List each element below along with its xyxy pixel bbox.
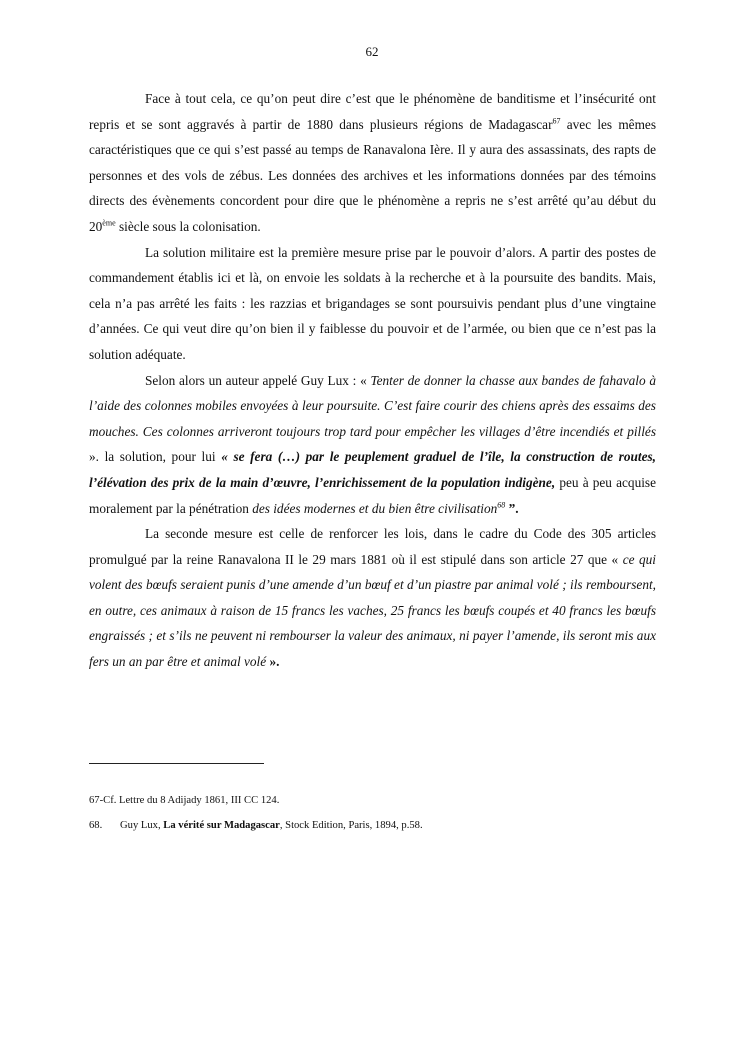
footnote-68	[89, 820, 656, 831]
p3-quote-italic-2: des idées modernes et du bien être civilisation	[252, 500, 498, 516]
p4-closing-quote: ».	[266, 654, 280, 670]
p3-quote-bold-italic: « se fera (…) par le peuplement graduel de l’île, la construction de routes, l’élévation des prix de la main d’œuvre, l’enrichissement de la population indigène,	[89, 449, 656, 490]
footnotes	[89, 795, 656, 845]
p3-text-2: ». la solution, pour lui	[89, 449, 222, 465]
page-number: 62	[365, 44, 379, 59]
footnote-68-author: Guy Lux,	[120, 820, 164, 831]
p3-closing-quote: ”.	[505, 500, 519, 516]
p4-text-1: La seconde mesure est celle de renforcer les lois, dans le cadre du Code des 305 articles promulgué par la reine Ranavalona II le 29 mars 1881 où il est stipulé dans son article 27 que «	[89, 526, 656, 567]
p1-text-2: avec les mêmes caractéristiques que ce qui s’est passé au temps de Ranavalona Ière. Il y aura des assassinats, des rapts de personnes et des vols de zébus. Les données des archives et les informations données par des témoins directs des évènements concordent pour dire que le phénomène a repris ne s’est arrêté qu’au début du 20	[89, 116, 656, 234]
p1-text-1: Face à tout cela, ce qu’on peut dire c’est que le phénomène de banditisme et l’insécurité ont repris et se sont aggravés à partir de 1880 dans plusieurs régions de Madagascar	[89, 91, 656, 132]
footnote-68-number: 68.	[89, 820, 103, 831]
p1-text-3: siècle sous la colonisation.	[115, 218, 261, 234]
superscript-eme: ème	[102, 218, 116, 228]
footnote-ref-68[interactable]: 68	[497, 500, 506, 510]
footnote-ref-67[interactable]: 67	[552, 116, 561, 126]
paragraph-4	[89, 521, 656, 675]
p4-quote-italic: ce qui volent des bœufs seraient punis d’une amende d’un bœuf et d’un piastre par animal volé ; ils remboursent, en outre, ces animaux à raison de 15 francs les vaches, 25 francs les bœufs coupés et 40 francs les bœufs engraissés ; et s’ils ne peuvent ni rembourser la valeur des animaux, ni payer l’amende, ils seront mis aux fers un an par être et animal volé	[89, 551, 656, 670]
footnote-68-details: , Stock Edition, Paris, 1894, p.58.	[279, 820, 423, 831]
footnote-68-title: La vérité sur Madagascar	[163, 820, 280, 831]
p3-quote-italic: Tenter de donner la chasse aux bandes de fahavalo à l’aide des colonnes mobiles envoyées à leur poursuite. C’est faire courir des chiens après des essaims des mouches. Ces colonnes arriveront toujours trop tard pour empêcher les villages d’être incendiés et pillés	[89, 372, 656, 439]
paragraph-1	[89, 86, 656, 240]
footnote-separator	[89, 763, 264, 764]
p3-text-1: Selon alors un auteur appelé Guy Lux : «	[145, 372, 371, 388]
p3-text-3: peu à peu acquise moralement par la pénétration	[89, 474, 656, 516]
paragraph-2: La solution militaire est la première mesure prise par le pouvoir d’alors. A partir des postes de commandement établis ici et là, on envoie les soldats à la recherche et à la poursuite des bandits. Mais, cela n’a pas arrêté les faits : les razzias et brigandages se sont poursuivis pendant plus d’une vingtaine d’années. Ce qui veut dire qu’on bien il y faiblesse du pouvoir et de l’armée, ou bien que ce n’est pas la solution adéquate.	[89, 244, 656, 362]
footnote-67: 67-Cf. Lettre du 8 Adijady 1861, III CC 124.	[89, 795, 280, 806]
body-text	[89, 86, 656, 675]
paragraph-3	[89, 368, 656, 522]
